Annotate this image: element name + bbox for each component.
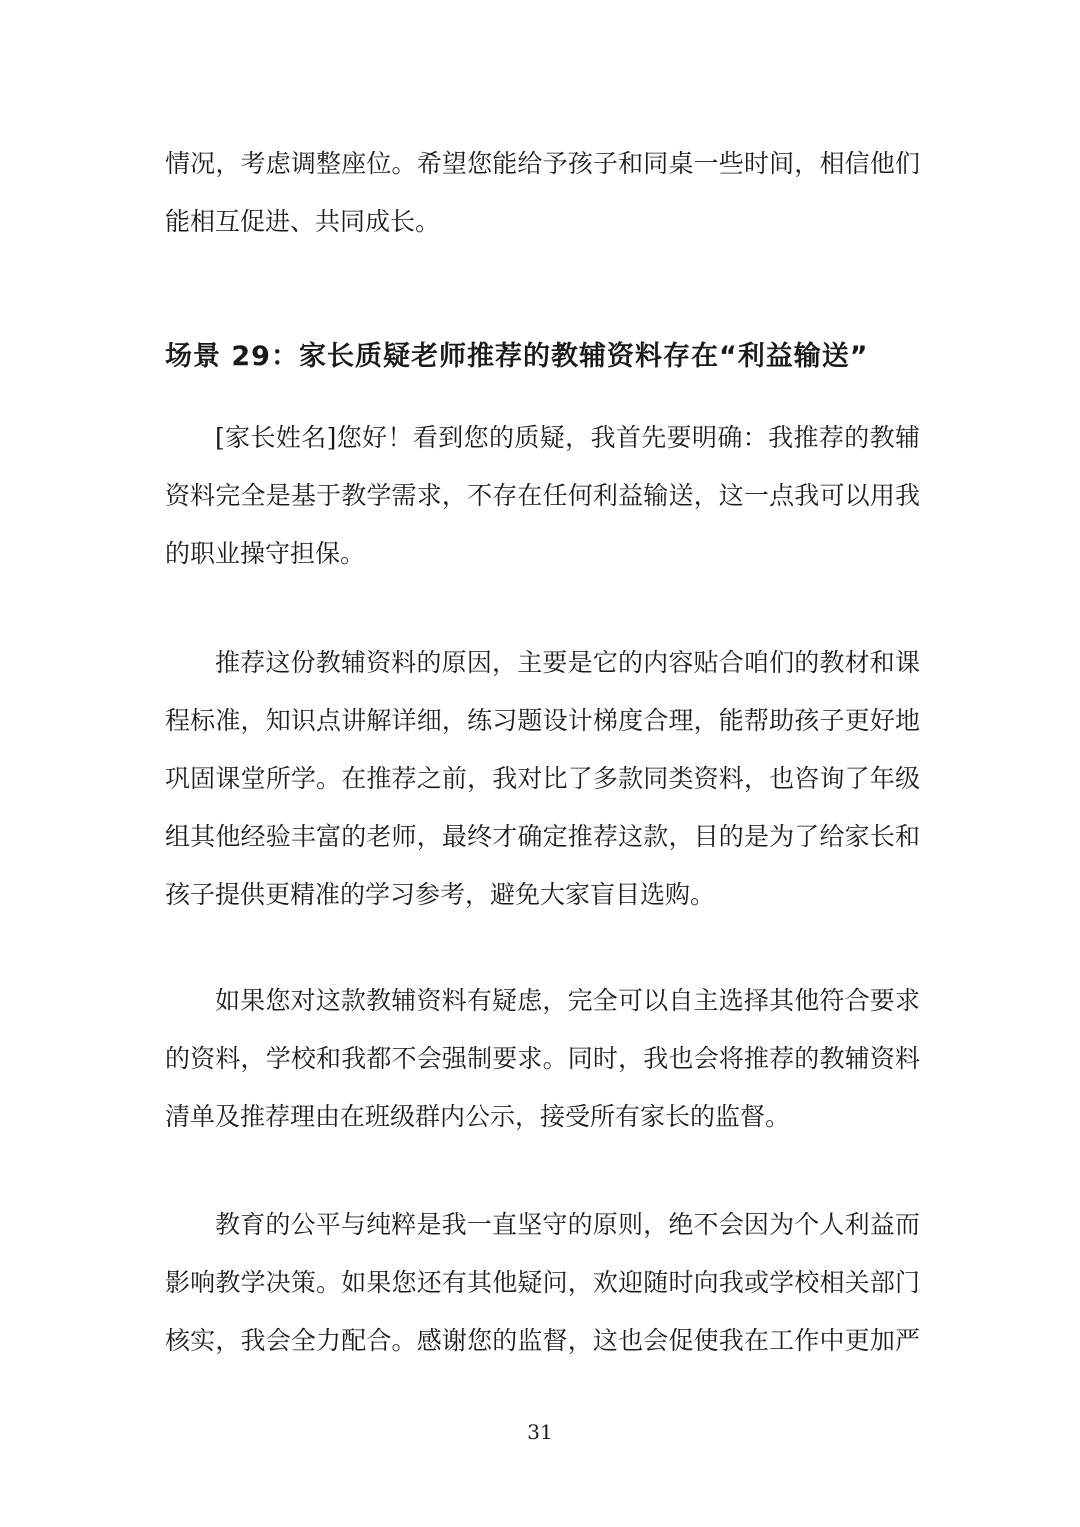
- text-line: 影响教学决策。如果您还有其他疑问，欢迎随时向我或学校相关部门: [165, 1268, 920, 1297]
- text-line: 教育的公平与纯粹是我一直坚守的原则，绝不会因为个人利益而: [215, 1210, 920, 1239]
- text-line: 清单及推荐理由在班级群内公示，接受所有家长的监督。: [165, 1102, 791, 1131]
- text-line: 如果您对这款教辅资料有疑虑，完全可以自主选择其他符合要求: [215, 986, 920, 1015]
- page-number: 31: [527, 1420, 553, 1444]
- text-line: 情况，考虑调整座位。希望您能给予孩子和同桌一些时间，相信他们: [165, 149, 920, 178]
- paragraph-4: [165, 1196, 920, 1370]
- text-line: 孩子提供更精准的学习参考，避免大家盲目选购。: [165, 880, 716, 909]
- text-line: 巩固课堂所学。在推荐之前，我对比了多款同类资料，也咨询了年级: [165, 764, 920, 793]
- paragraph-2: [165, 634, 920, 924]
- section-heading: 场景 29：家长质疑老师推荐的教辅资料存在“利益输送”: [165, 341, 869, 372]
- text-line: [家长姓名]您好！看到您的质疑，我首先要明确：我推荐的教辅: [215, 423, 920, 452]
- text-line: 推荐这份教辅资料的原因，主要是它的内容贴合咱们的教材和课: [215, 648, 920, 677]
- paragraph-3: [165, 972, 920, 1146]
- paragraph-1: [165, 409, 920, 583]
- text-line: 程标准，知识点讲解详细，练习题设计梯度合理，能帮助孩子更好地: [165, 706, 920, 735]
- text-line: 的资料，学校和我都不会强制要求。同时，我也会将推荐的教辅资料: [165, 1044, 920, 1073]
- text-line: 的职业操守担保。: [165, 539, 366, 568]
- intro-paragraph: [165, 135, 920, 251]
- text-line: 资料完全是基于教学需求，不存在任何利益输送，这一点我可以用我: [165, 481, 920, 510]
- text-line: 能相互促进、共同成长。: [165, 207, 441, 236]
- text-line: 组其他经验丰富的老师，最终才确定推荐这款，目的是为了给家长和: [165, 822, 920, 851]
- text-line: 核实，我会全力配合。感谢您的监督，这也会促使我在工作中更加严: [165, 1326, 920, 1355]
